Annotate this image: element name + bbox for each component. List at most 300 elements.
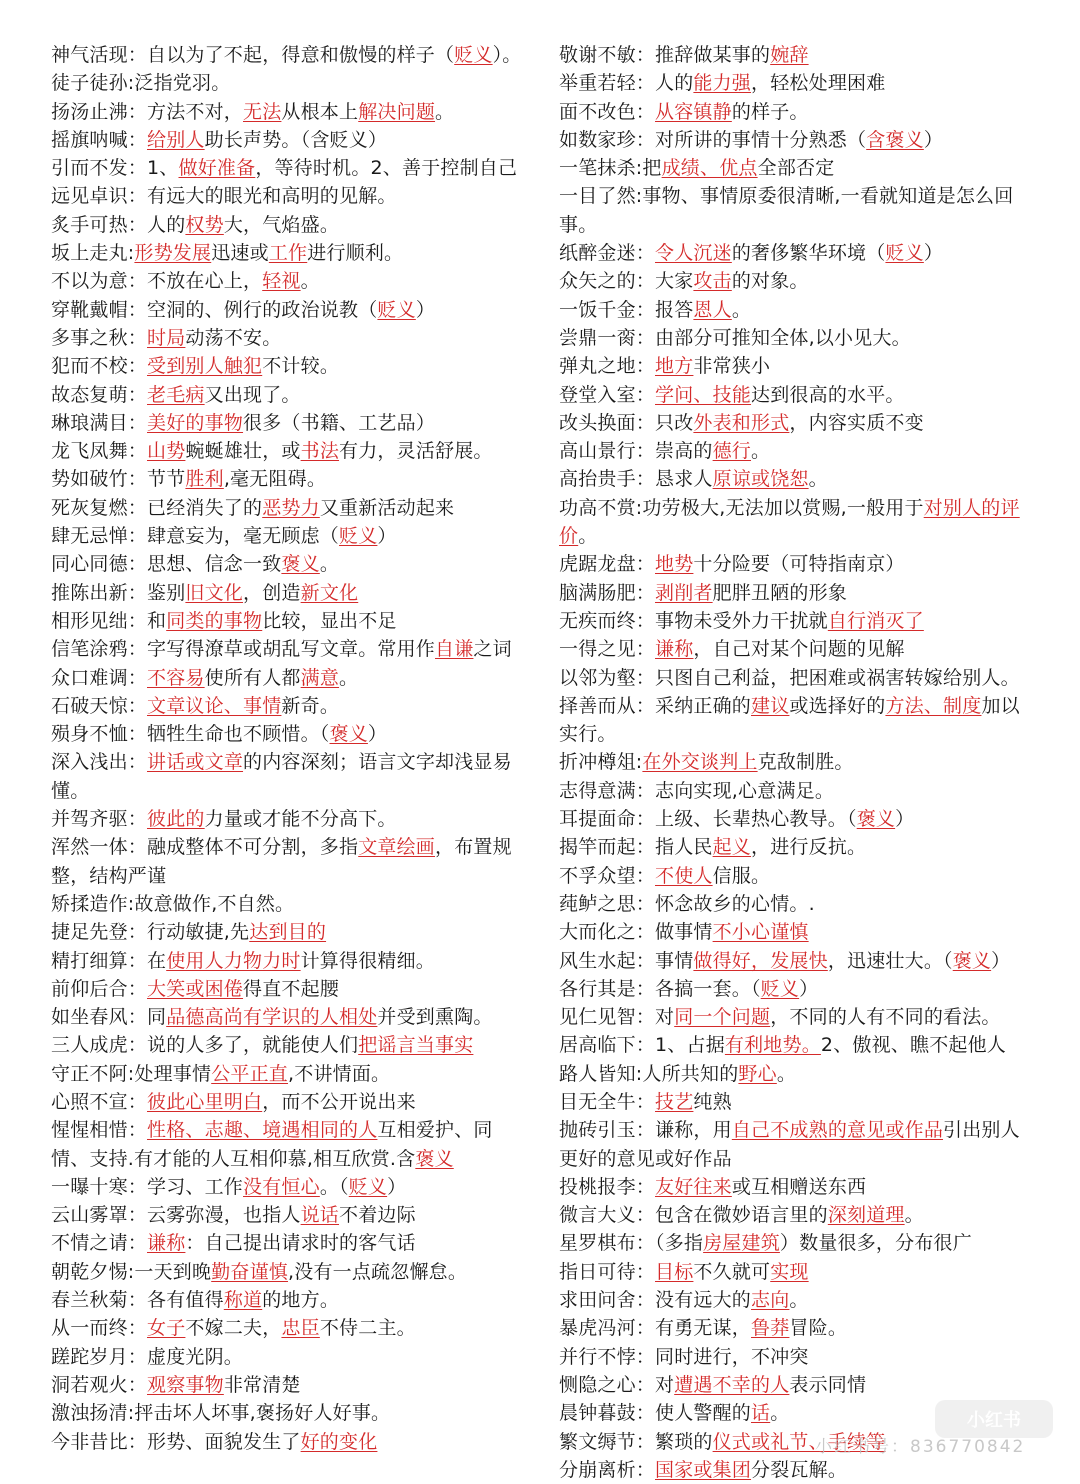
entry-text: 一得之见：: [559, 638, 656, 661]
highlighted-keyword: 书法: [300, 440, 340, 463]
entry-text: 新奇。: [281, 694, 340, 717]
entry-text: ）: [799, 977, 819, 1000]
entry-text: 莼鲈之思：怀念故乡的心情。.: [559, 892, 815, 915]
idiom-entry: [559, 777, 1037, 805]
entry-text: 神气活现：自以为了不起，得意和傲慢的样子（: [51, 44, 455, 66]
entry-text: 十分险要（可特指南京）: [693, 553, 905, 576]
entry-text: 。: [751, 440, 771, 463]
entry-text: 不孚众望：: [559, 864, 656, 887]
entry-text: 助长声势。（含贬义）: [204, 128, 388, 151]
entry-text: ）: [367, 723, 388, 746]
entry-text: 高抬贵手：恳求人: [559, 468, 713, 491]
idiom-entry: [559, 1031, 1037, 1059]
highlighted-keyword: 起义: [712, 836, 752, 859]
idiom-entry: [51, 409, 529, 437]
idiom-entry: [51, 437, 529, 465]
idiom-entry: [559, 494, 1037, 551]
entry-text: 不久就可: [693, 1260, 771, 1283]
highlighted-keyword: 令人沉迷: [655, 242, 732, 265]
idiom-entry: [559, 239, 1037, 267]
idiom-entry: [559, 409, 1037, 437]
entry-text: 朝乾夕惕:一天到晚: [51, 1260, 212, 1283]
idiom-entry: [51, 947, 529, 975]
entry-text: 力量或才能不分高下。: [204, 808, 397, 831]
idiom-list-right: [559, 41, 1037, 1484]
entry-text: 推陈出新：鉴别: [51, 581, 186, 604]
entry-text: 繁文缛节：繁琐的: [559, 1430, 713, 1453]
entry-text: 指日可待：: [559, 1260, 656, 1283]
entry-text: 风生水起：事情: [559, 949, 694, 972]
idiom-entry: [559, 947, 1037, 975]
idiom-entry: [51, 1371, 529, 1399]
entry-text: 死灰复燃：已经消失了的: [51, 496, 263, 519]
entry-text: 求田问舍：没有远大的: [559, 1289, 752, 1312]
idiom-entry: [559, 1456, 1037, 1484]
entry-text: 面不改色：: [559, 100, 656, 123]
highlighted-keyword: 新文化: [300, 581, 359, 604]
idiom-entry: [559, 182, 1037, 239]
highlighted-keyword: 同类的事物: [166, 609, 263, 632]
highlighted-keyword: 贬义: [377, 298, 416, 321]
entry-text: 。（: [319, 1175, 349, 1198]
entry-text: 志得意满：志向实现,心意满足。: [559, 779, 835, 802]
highlighted-keyword: 观察事物: [147, 1373, 224, 1396]
highlighted-keyword: 自谦: [435, 638, 474, 661]
entry-text: 折冲樽俎:: [559, 751, 643, 774]
entry-text: 加以实行。: [559, 694, 1020, 746]
idiom-entry: [559, 1371, 1037, 1399]
entry-text: 。: [904, 1204, 924, 1227]
highlighted-keyword: 做得好，发展快: [693, 949, 828, 972]
highlighted-keyword: 含褒义: [866, 128, 924, 151]
highlighted-keyword: 讲话或文章: [147, 751, 244, 774]
idiom-entry: [559, 1201, 1037, 1229]
idiom-entry: [51, 1428, 529, 1456]
entry-text: 之词: [473, 638, 512, 661]
highlighted-keyword: 大笑或困倦: [147, 977, 244, 1000]
idiom-entry: [51, 522, 529, 550]
entry-text: 高山景行：崇高的: [559, 440, 713, 463]
highlighted-keyword: 地势: [655, 553, 694, 576]
watermark-brand: 小红书: [935, 1400, 1053, 1438]
entry-text: 暴虎冯河：有勇无谋，: [559, 1317, 752, 1340]
entry-text: ）: [387, 1175, 407, 1198]
idiom-entry: [559, 1258, 1037, 1286]
idiom-entry: [51, 1201, 529, 1229]
idiom-entry: [559, 1116, 1037, 1173]
idiom-entry: [559, 833, 1037, 861]
entry-text: 不着边际: [339, 1204, 416, 1227]
entry-text: 前仰后合：: [51, 977, 148, 1000]
idiom-entry: [559, 465, 1037, 493]
highlighted-keyword: 不使人: [655, 864, 713, 887]
entry-text: 。: [319, 553, 340, 576]
idiom-entry: [559, 267, 1037, 295]
entry-text: 又出现了。: [204, 383, 301, 406]
entry-text: 星罗棋布：（多指: [559, 1232, 704, 1255]
idiom-entry: [559, 692, 1037, 749]
idiom-entry: [51, 975, 529, 1003]
highlighted-keyword: 褒义: [281, 553, 320, 576]
entry-text: 殒身不恤：牺牲生命也不顾惜。（: [51, 723, 330, 746]
highlighted-keyword: 权势: [185, 213, 224, 236]
entry-text: 故态复萌：: [51, 383, 148, 406]
entry-text: 抛砖引玉：谦称，用: [559, 1119, 732, 1142]
entry-text: 不嫁二夫，: [185, 1317, 282, 1340]
entry-text: 犯而不校：: [51, 355, 148, 378]
highlighted-keyword: 公平正直: [211, 1062, 289, 1085]
entry-text: 计算得很精细。: [300, 949, 436, 972]
highlighted-keyword: 把谣言当事实: [358, 1034, 474, 1057]
entry-text: 。: [789, 1289, 809, 1312]
entry-text: 全部否定: [757, 157, 835, 180]
highlighted-keyword: 房屋建筑: [703, 1232, 780, 1255]
idiom-entry: [51, 182, 529, 210]
entry-text: 无疾而终：事物未受外力干扰就: [559, 609, 828, 632]
entry-text: 恻隐之心：对: [559, 1373, 675, 1396]
entry-text: 相形见绌：和: [51, 609, 167, 632]
entry-text: 坂上走丸:: [51, 242, 135, 265]
entry-text: 并受到熏陶。: [377, 1006, 493, 1029]
entry-text: 远见卓识：有远大的眼光和高明的见解。: [51, 185, 397, 208]
idiom-entry: [559, 381, 1037, 409]
entry-text: ，自己对某个问题的见解: [693, 638, 905, 661]
idiom-entry: [51, 154, 529, 182]
highlighted-keyword: 美好的事物: [147, 411, 244, 434]
entry-text: ）。: [492, 44, 522, 66]
entry-text: ，而不公开说出来: [262, 1090, 416, 1113]
entry-text: 目无全牛：: [559, 1090, 656, 1113]
idiom-entry: [51, 494, 529, 522]
entry-text: 。: [770, 1402, 790, 1425]
highlighted-keyword: 女子: [147, 1317, 186, 1340]
highlighted-keyword: 实现: [770, 1260, 809, 1283]
entry-text: 蹉跎岁月：虚度光阴。: [51, 1345, 244, 1368]
idiom-entry: [51, 579, 529, 607]
entry-text: ，轻松处理困难: [751, 72, 886, 95]
entry-text: 捷足先登：行动敏捷,先: [51, 921, 250, 944]
entry-text: 非常狭小: [693, 355, 771, 378]
entry-text: 信笔涂鸦：字写得潦草或胡乱写文章。常用作: [51, 638, 436, 661]
idiom-entry: [51, 1286, 529, 1314]
highlighted-keyword: 旧文化: [185, 581, 244, 604]
idiom-entry: [559, 1314, 1037, 1342]
highlighted-keyword: 国家或集团: [655, 1458, 752, 1481]
entry-text: 大而化之：做事情: [559, 921, 713, 944]
idiom-entry: [559, 296, 1037, 324]
idiom-entry: [51, 692, 529, 720]
entry-text: 炙手可热：人的: [51, 213, 186, 236]
entry-text: 众口难调：: [51, 666, 148, 689]
entry-text: 琳琅满目：: [51, 411, 148, 434]
highlighted-keyword: 自己不成熟的意见或作品: [731, 1119, 944, 1142]
entry-text: 一笔抹杀:把: [559, 157, 662, 180]
entry-text: 得直不起腰: [243, 977, 340, 1000]
highlighted-keyword: 地方: [655, 355, 694, 378]
entry-text: 。: [339, 666, 359, 689]
idiom-entry: [51, 720, 529, 748]
entry-text: 心照不宣：: [51, 1090, 148, 1113]
highlighted-keyword: 遭遇不幸的人: [674, 1373, 790, 1396]
idiom-entry: [51, 239, 529, 267]
entry-text: 又重新活动起来: [319, 496, 455, 519]
highlighted-keyword: 友好往来: [655, 1175, 732, 1198]
entry-text: ）: [923, 128, 944, 151]
entry-text: 精打细算：在: [51, 949, 167, 972]
highlighted-keyword: 有利地势。: [724, 1034, 821, 1057]
entry-text: 的奢侈繁华环境（: [731, 242, 886, 265]
highlighted-keyword: 成绩、优点: [661, 157, 758, 180]
idiom-entry: [559, 1003, 1037, 1031]
highlighted-keyword: 解决问题: [358, 100, 436, 123]
idiom-entry: [559, 154, 1037, 182]
entry-text: 克敌制胜。: [757, 751, 854, 774]
idiom-entry: [559, 550, 1037, 578]
entry-text: 多事之秋：: [51, 326, 148, 349]
idiom-entry: [559, 805, 1037, 833]
idiom-entry: [559, 1060, 1037, 1088]
entry-text: 弹丸之地：: [559, 355, 656, 378]
highlighted-keyword: 野心: [738, 1062, 777, 1085]
entry-text: 虎踞龙盘：: [559, 553, 656, 576]
highlighted-keyword: 自行消灭了: [827, 609, 924, 632]
entry-text: 使所有人都: [204, 666, 301, 689]
highlighted-keyword: 谦称: [147, 1232, 186, 1255]
idiom-entry: [51, 1399, 529, 1427]
idiom-entry: [559, 607, 1037, 635]
highlighted-keyword: 方法、制度: [885, 694, 982, 717]
highlighted-keyword: 文章议论、事情: [147, 694, 282, 717]
entry-text: 一饭千金：报答: [559, 298, 694, 321]
idiom-entry: [559, 69, 1037, 97]
highlighted-keyword: 外表和形式: [693, 411, 790, 434]
highlighted-keyword: 褒义: [952, 949, 992, 972]
entry-text: 肆无忌惮：肆意妄为，毫无顾虑（: [51, 525, 340, 548]
entry-text: 穿靴戴帽：空洞的、例行的政治说教（: [51, 298, 378, 321]
entry-text: 。: [776, 1062, 797, 1085]
idiom-entry: [51, 833, 529, 890]
highlighted-keyword: 无法: [243, 100, 282, 123]
idiom-entry: [559, 324, 1037, 352]
highlighted-keyword: 文章绘画: [358, 836, 436, 859]
highlighted-keyword: 仪式或礼节、手续等: [712, 1430, 886, 1453]
entry-text: 如坐春风：同: [51, 1006, 167, 1029]
entry-text: 进行顺利。: [307, 242, 404, 265]
entry-text: 深入浅出：: [51, 751, 148, 774]
highlighted-keyword: 婉辞: [770, 44, 809, 66]
entry-text: 纯熟: [693, 1090, 732, 1113]
entry-text: 尝鼎一脔：由部分可推知全体,以小见大。: [559, 326, 911, 349]
entry-text: ）: [991, 949, 1011, 972]
entry-text: 的样子。: [731, 100, 809, 123]
entry-text: ，内容实质不变: [789, 411, 924, 434]
entry-text: ）: [377, 525, 397, 548]
highlighted-keyword: 胜利: [185, 468, 224, 491]
entry-text: 同心同德：思想、信念一致: [51, 553, 282, 576]
idiom-entry: [559, 1286, 1037, 1314]
highlighted-keyword: 原谅或饶恕: [712, 468, 809, 491]
highlighted-keyword: 鲁莽: [751, 1317, 790, 1340]
entry-text: 石破天惊：: [51, 694, 148, 717]
entry-text: 摇旗呐喊：: [51, 128, 148, 151]
highlighted-keyword: 彼此的: [147, 808, 205, 831]
entry-text: ，进行反抗。: [751, 836, 867, 859]
entry-text: 春兰秋菊：各有值得: [51, 1289, 224, 1312]
highlighted-keyword: 技艺: [655, 1090, 694, 1113]
entry-text: 浑然一体：融成整体不可分割，多指: [51, 836, 359, 859]
idiom-entry: [51, 352, 529, 380]
highlighted-keyword: 贬义: [454, 44, 493, 66]
highlighted-keyword: 建议: [751, 694, 790, 717]
highlighted-keyword: 做好准备: [178, 157, 256, 180]
highlighted-keyword: 志向: [751, 1289, 790, 1312]
highlighted-keyword: 性格、志趣、境遇相同的人: [147, 1119, 378, 1142]
entry-text: 众矢之的：大家: [559, 270, 694, 293]
idiom-entry: [51, 98, 529, 126]
entry-text: 择善而从：采纳正确的: [559, 694, 752, 717]
entry-text: 大，气焰盛。: [223, 213, 340, 236]
idiom-entry: [51, 635, 529, 663]
entry-text: 一目了然:事物、事情原委很清晰,一看就知道是怎么回事。: [559, 185, 1014, 236]
entry-text: 的地方。: [262, 1289, 340, 1312]
highlighted-keyword: 从容镇静: [655, 100, 732, 123]
idiom-entry: [51, 805, 529, 833]
entry-text: 改头换面：只改: [559, 411, 694, 434]
entry-text: 如数家珍：对所讲的事情十分熟悉（: [559, 128, 867, 151]
entry-text: 徒子徒孙:泛指党羽。: [51, 72, 231, 95]
entry-text: 引出别人更好的意见或好作品: [559, 1119, 1020, 1170]
highlighted-keyword: 勤奋谨慎: [211, 1260, 289, 1283]
entry-text: 三人成虎：说的人多了，就能使人们: [51, 1034, 359, 1057]
idiom-entry: [51, 1258, 529, 1286]
highlighted-keyword: 攻击: [693, 270, 732, 293]
highlighted-keyword: 达到目的: [249, 921, 327, 944]
idiom-entry: [51, 1173, 529, 1201]
entry-text: 。: [300, 270, 320, 293]
entry-text: 。: [808, 468, 828, 491]
entry-text: 洞若观火：: [51, 1373, 148, 1396]
entry-text: 分崩离析：: [559, 1458, 656, 1481]
idiom-entry: [559, 1173, 1037, 1201]
highlighted-keyword: 称道: [223, 1289, 263, 1312]
entry-text: 很多（书籍、工艺品）: [243, 411, 436, 434]
entry-text: ,没有一点疏忽懈怠。: [288, 1260, 468, 1283]
idiom-entry: [559, 862, 1037, 890]
entry-text: ，布置规整，结构严谨: [51, 836, 512, 887]
entry-text: 敬谢不敏：推辞做某事的: [559, 44, 771, 66]
highlighted-keyword: 山势: [147, 440, 186, 463]
highlighted-keyword: 恶势力: [262, 496, 320, 519]
highlighted-keyword: 品德高尚有学识的人相处: [166, 1006, 378, 1029]
highlighted-keyword: 恩人: [693, 298, 732, 321]
idiom-entry: [559, 98, 1037, 126]
idiom-entry: [51, 1343, 529, 1371]
idiom-entry: [559, 635, 1037, 663]
idiom-entry: [51, 1003, 529, 1031]
entry-text: 不情之请：: [51, 1232, 148, 1255]
idiom-entry: [51, 211, 529, 239]
idiom-entry: [559, 748, 1037, 776]
entry-text: 脑满肠肥：: [559, 581, 656, 604]
idiom-entry: [51, 465, 529, 493]
entry-text: 各行其是：各搞一套。（: [559, 977, 761, 1000]
watermark-handle: 小红书号：836770842: [815, 1437, 1026, 1457]
entry-text: 迅速或: [211, 242, 269, 265]
entry-text: 纸醉金迷：: [559, 242, 656, 265]
entry-text: 微言大义：包含在微妙语言里的: [559, 1204, 828, 1227]
entry-text: ，等待时机。2、善于控制自己: [255, 157, 518, 180]
highlighted-keyword: 好的变化: [300, 1430, 378, 1453]
idiom-entry: [559, 975, 1037, 1003]
highlighted-keyword: 满意: [300, 666, 340, 689]
idiom-entry: [51, 1031, 529, 1059]
idiom-entry: [559, 126, 1037, 154]
highlighted-keyword: 谦称: [655, 638, 694, 661]
entry-text: 居高临下：1、占据: [559, 1034, 725, 1057]
highlighted-keyword: 给别人: [147, 128, 205, 151]
entry-text: 扬汤止沸：方法不对，: [51, 100, 244, 123]
highlighted-keyword: 形势发展: [134, 242, 212, 265]
entry-text: 分裂瓦解。: [751, 1458, 848, 1481]
entry-text: 举重若轻：人的: [559, 72, 694, 95]
entry-text: 引而不发：1、: [51, 157, 179, 180]
highlighted-keyword: 目标: [655, 1260, 694, 1283]
idiom-entry: [559, 1229, 1037, 1257]
highlighted-keyword: 贬义: [339, 525, 378, 548]
idiom-entry: [51, 1314, 529, 1342]
entry-text: 激浊扬清:抨击坏人坏事,褒扬好人好事。: [51, 1402, 391, 1425]
highlighted-keyword: 贬义: [348, 1175, 388, 1198]
highlighted-keyword: 说话: [300, 1204, 340, 1227]
entry-text: 耳提面命：上级、长辈热心教导。（: [559, 808, 857, 831]
highlighted-keyword: 话: [751, 1402, 771, 1425]
entry-text: 。: [578, 525, 598, 548]
entry-text: 2、傲视、瞧不起他人: [820, 1034, 1006, 1057]
idiom-entry: [51, 69, 529, 97]
idiom-entry: [559, 664, 1037, 692]
idiom-entry: [51, 550, 529, 578]
idiom-entry: [51, 1229, 529, 1257]
entry-text: ）: [415, 298, 436, 321]
highlighted-keyword: 受到别人触犯: [147, 355, 263, 378]
entry-text: 路人皆知:人所共知的: [559, 1062, 739, 1085]
highlighted-keyword: 褒义: [856, 808, 896, 831]
entry-text: 肥胖丑陋的形象: [712, 581, 848, 604]
entry-text: ,毫无阻碍。: [223, 468, 327, 491]
highlighted-keyword: 褒义: [415, 1147, 454, 1170]
highlighted-keyword: 在外交谈判上: [642, 751, 758, 774]
entry-text: 从根本上: [281, 100, 359, 123]
idiom-entry: [559, 579, 1037, 607]
idiom-entry: [559, 352, 1037, 380]
idiom-entry: [51, 267, 529, 295]
idiom-entry: [51, 890, 529, 918]
idiom-entry: [51, 607, 529, 635]
idiom-entry: [51, 41, 529, 69]
entry-text: 并行不悖：同时进行，不冲突: [559, 1345, 809, 1368]
entry-text: ）: [923, 242, 944, 265]
highlighted-keyword: 不小心谨慎: [712, 921, 809, 944]
idiom-entry: [559, 1088, 1037, 1116]
entry-text: 不以为意：不放在心上，: [51, 270, 263, 293]
entry-text: 或选择好的: [789, 694, 886, 717]
entry-text: 动荡不安。: [185, 326, 282, 349]
entry-text: 今非昔比：形势、面貌发生了: [51, 1430, 301, 1453]
entry-text: 龙飞凤舞：: [51, 440, 148, 463]
entry-text: 投桃报李：: [559, 1175, 656, 1198]
idiom-entry: [51, 126, 529, 154]
highlighted-keyword: 彼此心里明白: [147, 1090, 263, 1113]
